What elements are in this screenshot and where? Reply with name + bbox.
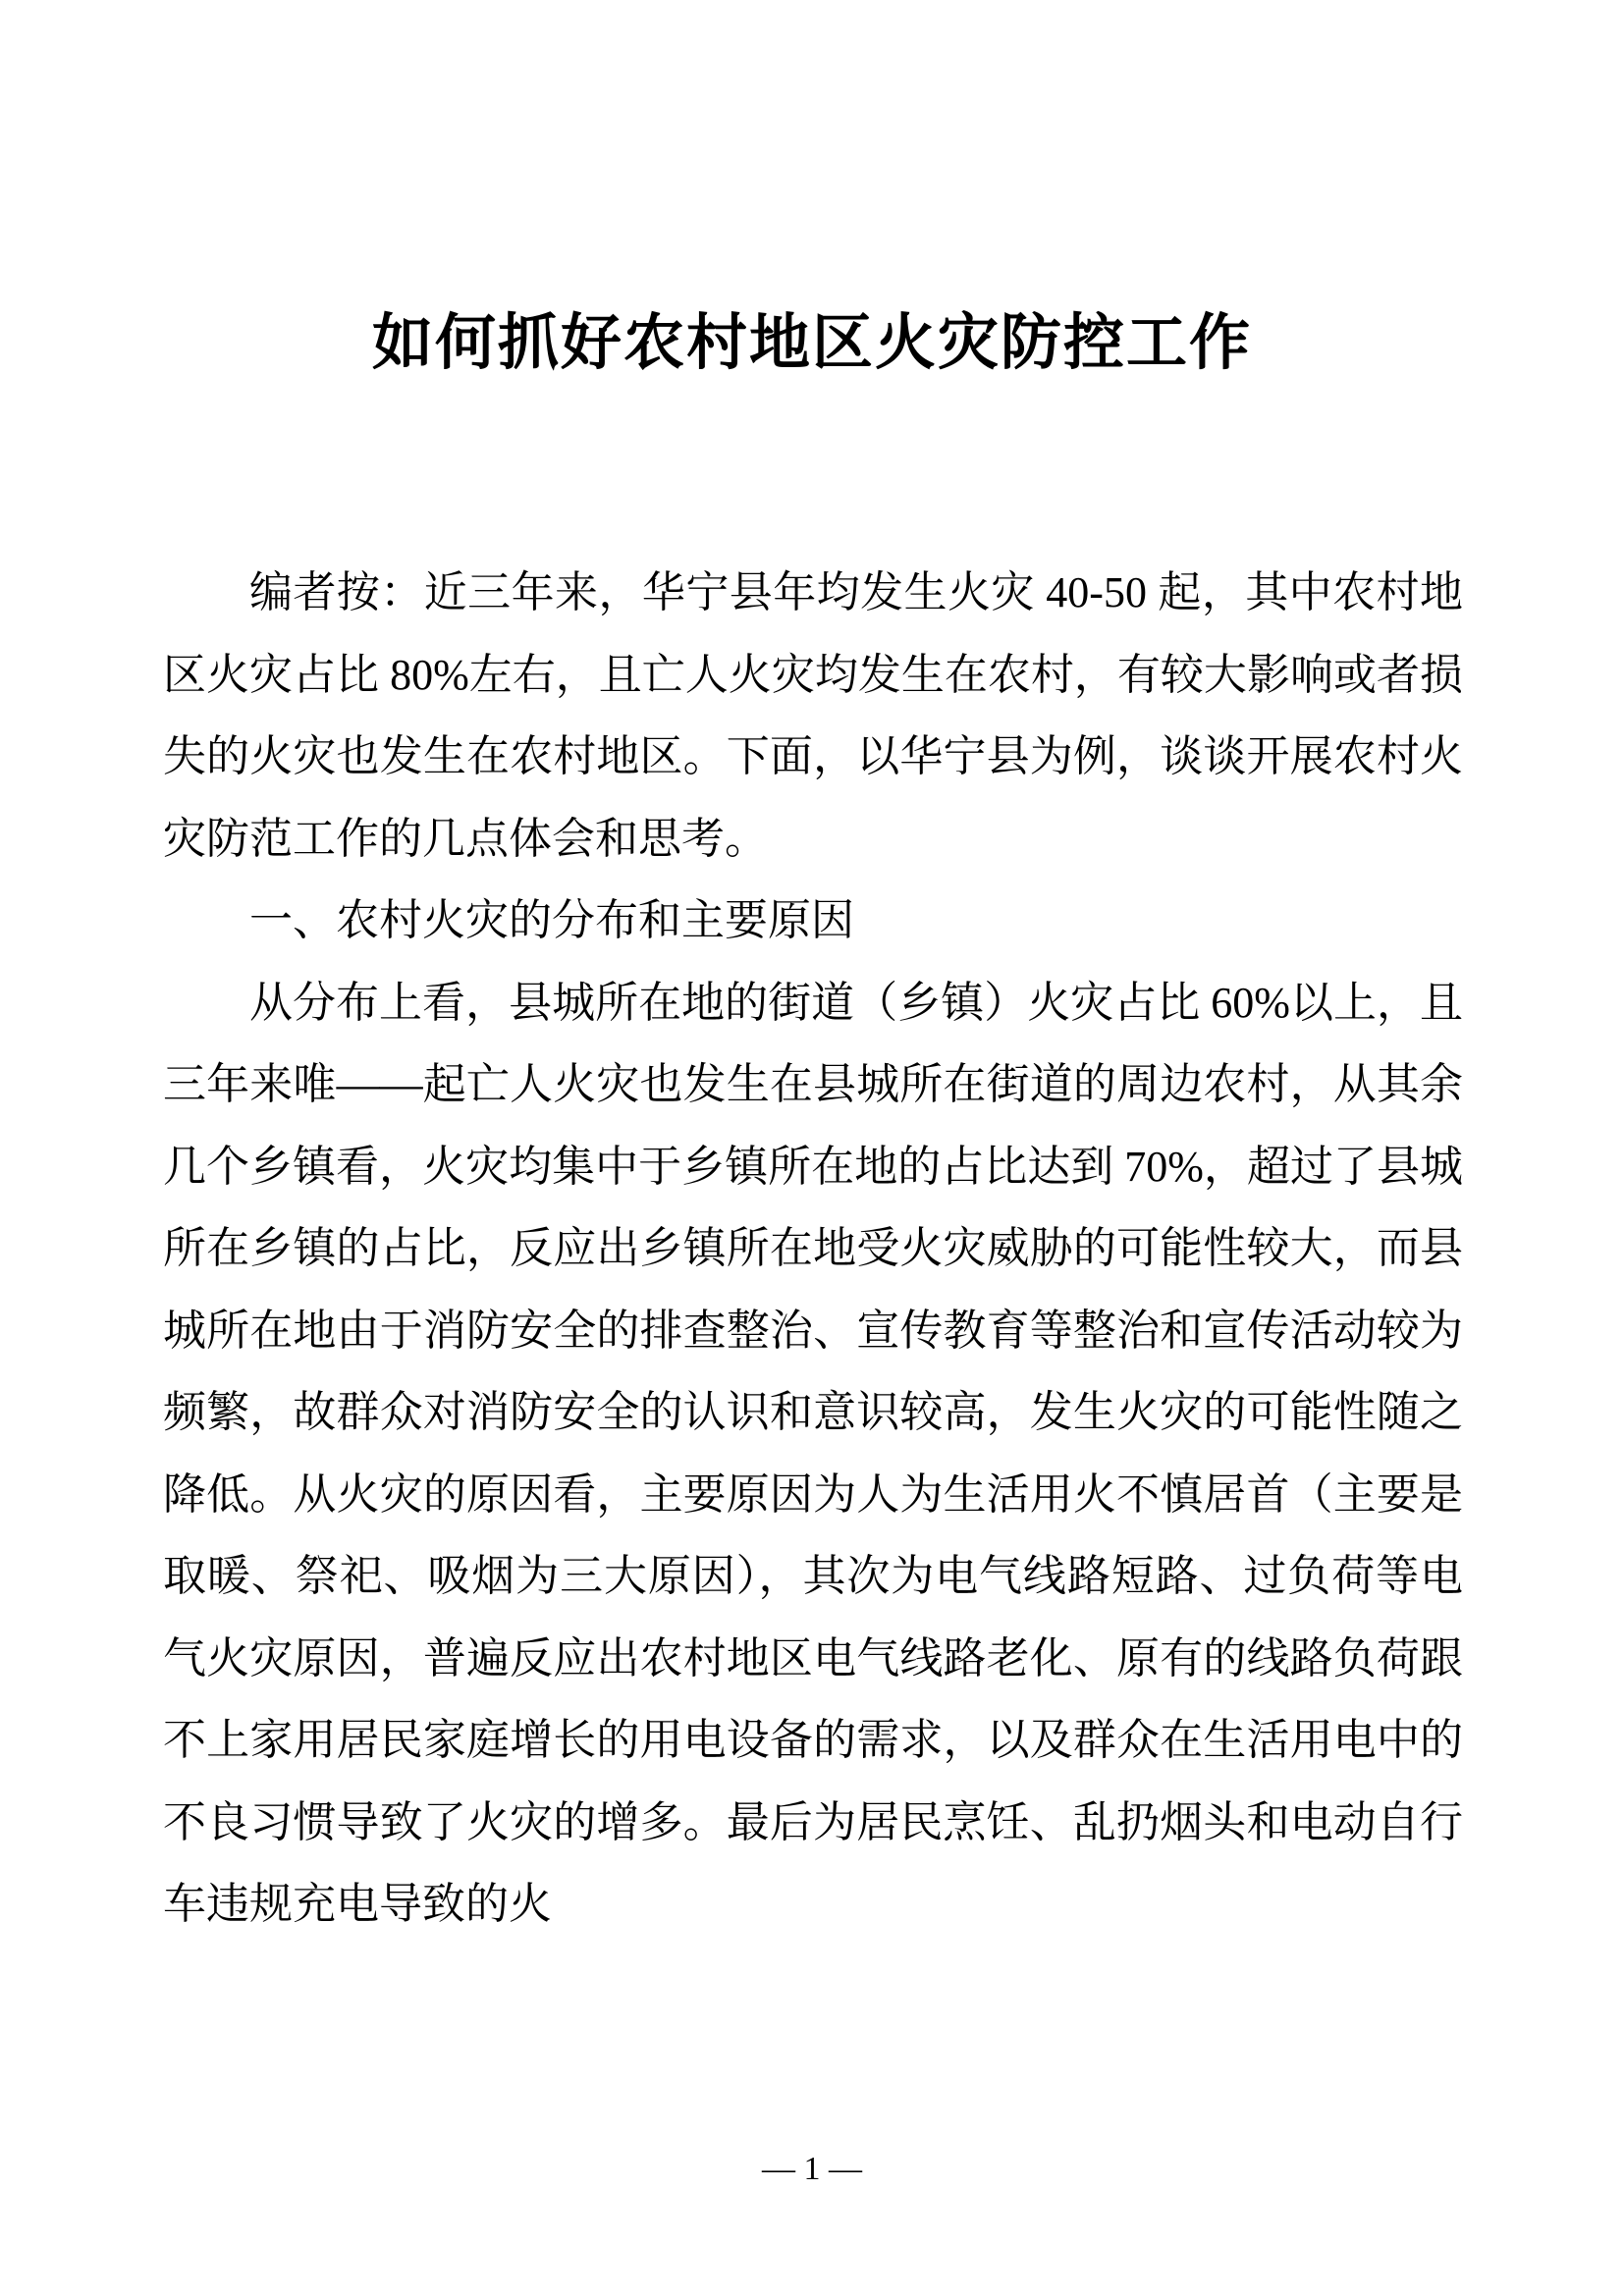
page-title: 如何抓好农村地区火灾防控工作 [371, 309, 1252, 377]
section-heading: 一、农村火灾的分布和主要原因 [249, 896, 854, 944]
body-paragraph: 从分布上看，县城所在地的街道（乡镇）火灾占比 60%以上，且三年来唯——起亡人火灾也发生在县城所在街道的周边农村，从其余几个乡镇看，火灾均集中于乡镇所在地的占比达到 70%，超过了县城所在乡镇的占比，反应出乡镇所在地受火灾威胁的可能性较大，而县城所在地由于消防安全的排查整治、宣传教育等整治和宣传活动较为频繁，故群众对消防安全的认识和意识较高，发生火灾的可能性随之降低。从火灾的原因看，主要原因为人为生活用火不慎居首（主要是取暖、祭祀、吸烟为三大原因），其次为电气线路短路、过负荷等电气火灾原因，普遍反应出农村地区电气线路老化、原有的线路负荷跟不上家用居民家庭增长的用电设备的需求，以及群众在生活用电中的不良习惯导致了火灾的增多。最后为居民烹饪、乱扔烟头和电动自行车违规充电导致的火 [163, 978, 1463, 1928]
document-body [163, 552, 1463, 1946]
page-number: — 1 — [762, 2151, 862, 2187]
editor-note-paragraph: 编者按：近三年来，华宁县年均发生火灾 40-50 起，其中农村地区火灾占比 80%左右，且亡人火灾均发生在农村，有较大影响或者损失的火灾也发生在农村地区。下面，以华宁县为例，谈谈开展农村火灾防范工作的几点体会和思考。 [163, 568, 1463, 863]
